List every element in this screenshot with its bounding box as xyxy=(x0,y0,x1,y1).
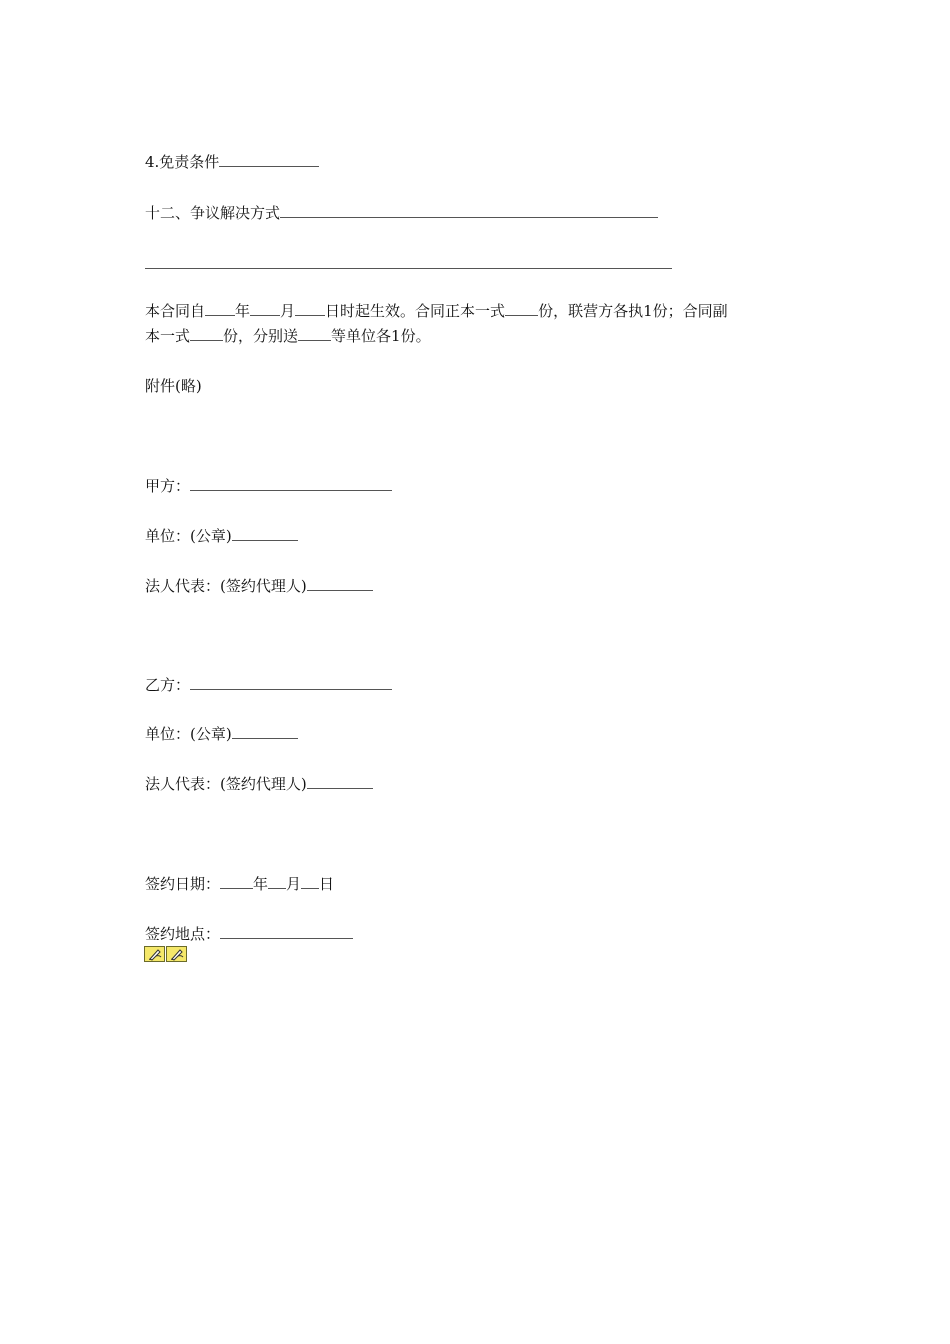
text: 份，联营方各执1份；合同副 xyxy=(538,302,728,320)
text: 法人代表：(签约代理人) xyxy=(145,775,307,793)
party-b-rep xyxy=(145,774,373,794)
text: 签约日期： xyxy=(145,875,221,893)
blank-line xyxy=(232,724,298,739)
blank-line xyxy=(190,476,392,491)
text: 等单位各1份。 xyxy=(331,327,431,345)
text: 签约地点： xyxy=(145,925,221,943)
effect-line-2 xyxy=(145,326,431,346)
blank-line xyxy=(307,774,373,789)
attachment: 附件(略) xyxy=(145,377,202,395)
text: 日时起生效。合同正本一式 xyxy=(325,302,506,320)
text: 本一式 xyxy=(145,327,191,345)
blank-line xyxy=(505,301,538,316)
clause-4-label: 4.免责条件 xyxy=(145,153,220,171)
text: 乙方： xyxy=(145,676,191,694)
text: 月 xyxy=(286,875,302,893)
blank-line xyxy=(301,874,319,889)
icon-row xyxy=(144,946,187,962)
sign-date xyxy=(145,874,334,894)
clause-12-label: 十二、争议解决方式 xyxy=(145,204,281,222)
clause-12 xyxy=(145,203,658,223)
party-b-unit xyxy=(145,724,298,744)
blank-line xyxy=(219,152,319,167)
text: 份，分别送 xyxy=(223,327,299,345)
party-b xyxy=(145,675,392,695)
blank-line xyxy=(268,874,286,889)
blank-line xyxy=(220,924,353,939)
clause-4 xyxy=(145,152,319,172)
blank-line xyxy=(280,203,658,218)
party-a-rep xyxy=(145,576,373,596)
blank-line xyxy=(295,301,325,316)
blank-rule xyxy=(145,268,672,269)
blank-line xyxy=(205,301,235,316)
blank-line xyxy=(190,326,223,341)
text: 年 xyxy=(235,302,251,320)
hand-pen-icon xyxy=(144,946,165,962)
party-a-unit xyxy=(145,526,298,546)
blank-line xyxy=(298,326,331,341)
blank-line xyxy=(232,526,298,541)
text: 年 xyxy=(253,875,269,893)
text: 甲方： xyxy=(145,477,191,495)
blank-line xyxy=(190,675,392,690)
blank-line xyxy=(307,576,373,591)
sign-place xyxy=(145,924,353,944)
hand-pen-icon xyxy=(166,946,187,962)
text: 法人代表：(签约代理人) xyxy=(145,577,307,595)
text: 本合同自 xyxy=(145,302,206,320)
blank-line xyxy=(220,874,253,889)
blank-line xyxy=(250,301,280,316)
text: 日 xyxy=(319,875,335,893)
party-a xyxy=(145,476,392,496)
text: 单位：(公章) xyxy=(145,527,232,545)
text: 单位：(公章) xyxy=(145,725,232,743)
text: 月 xyxy=(280,302,296,320)
effect-line-1 xyxy=(145,301,728,321)
